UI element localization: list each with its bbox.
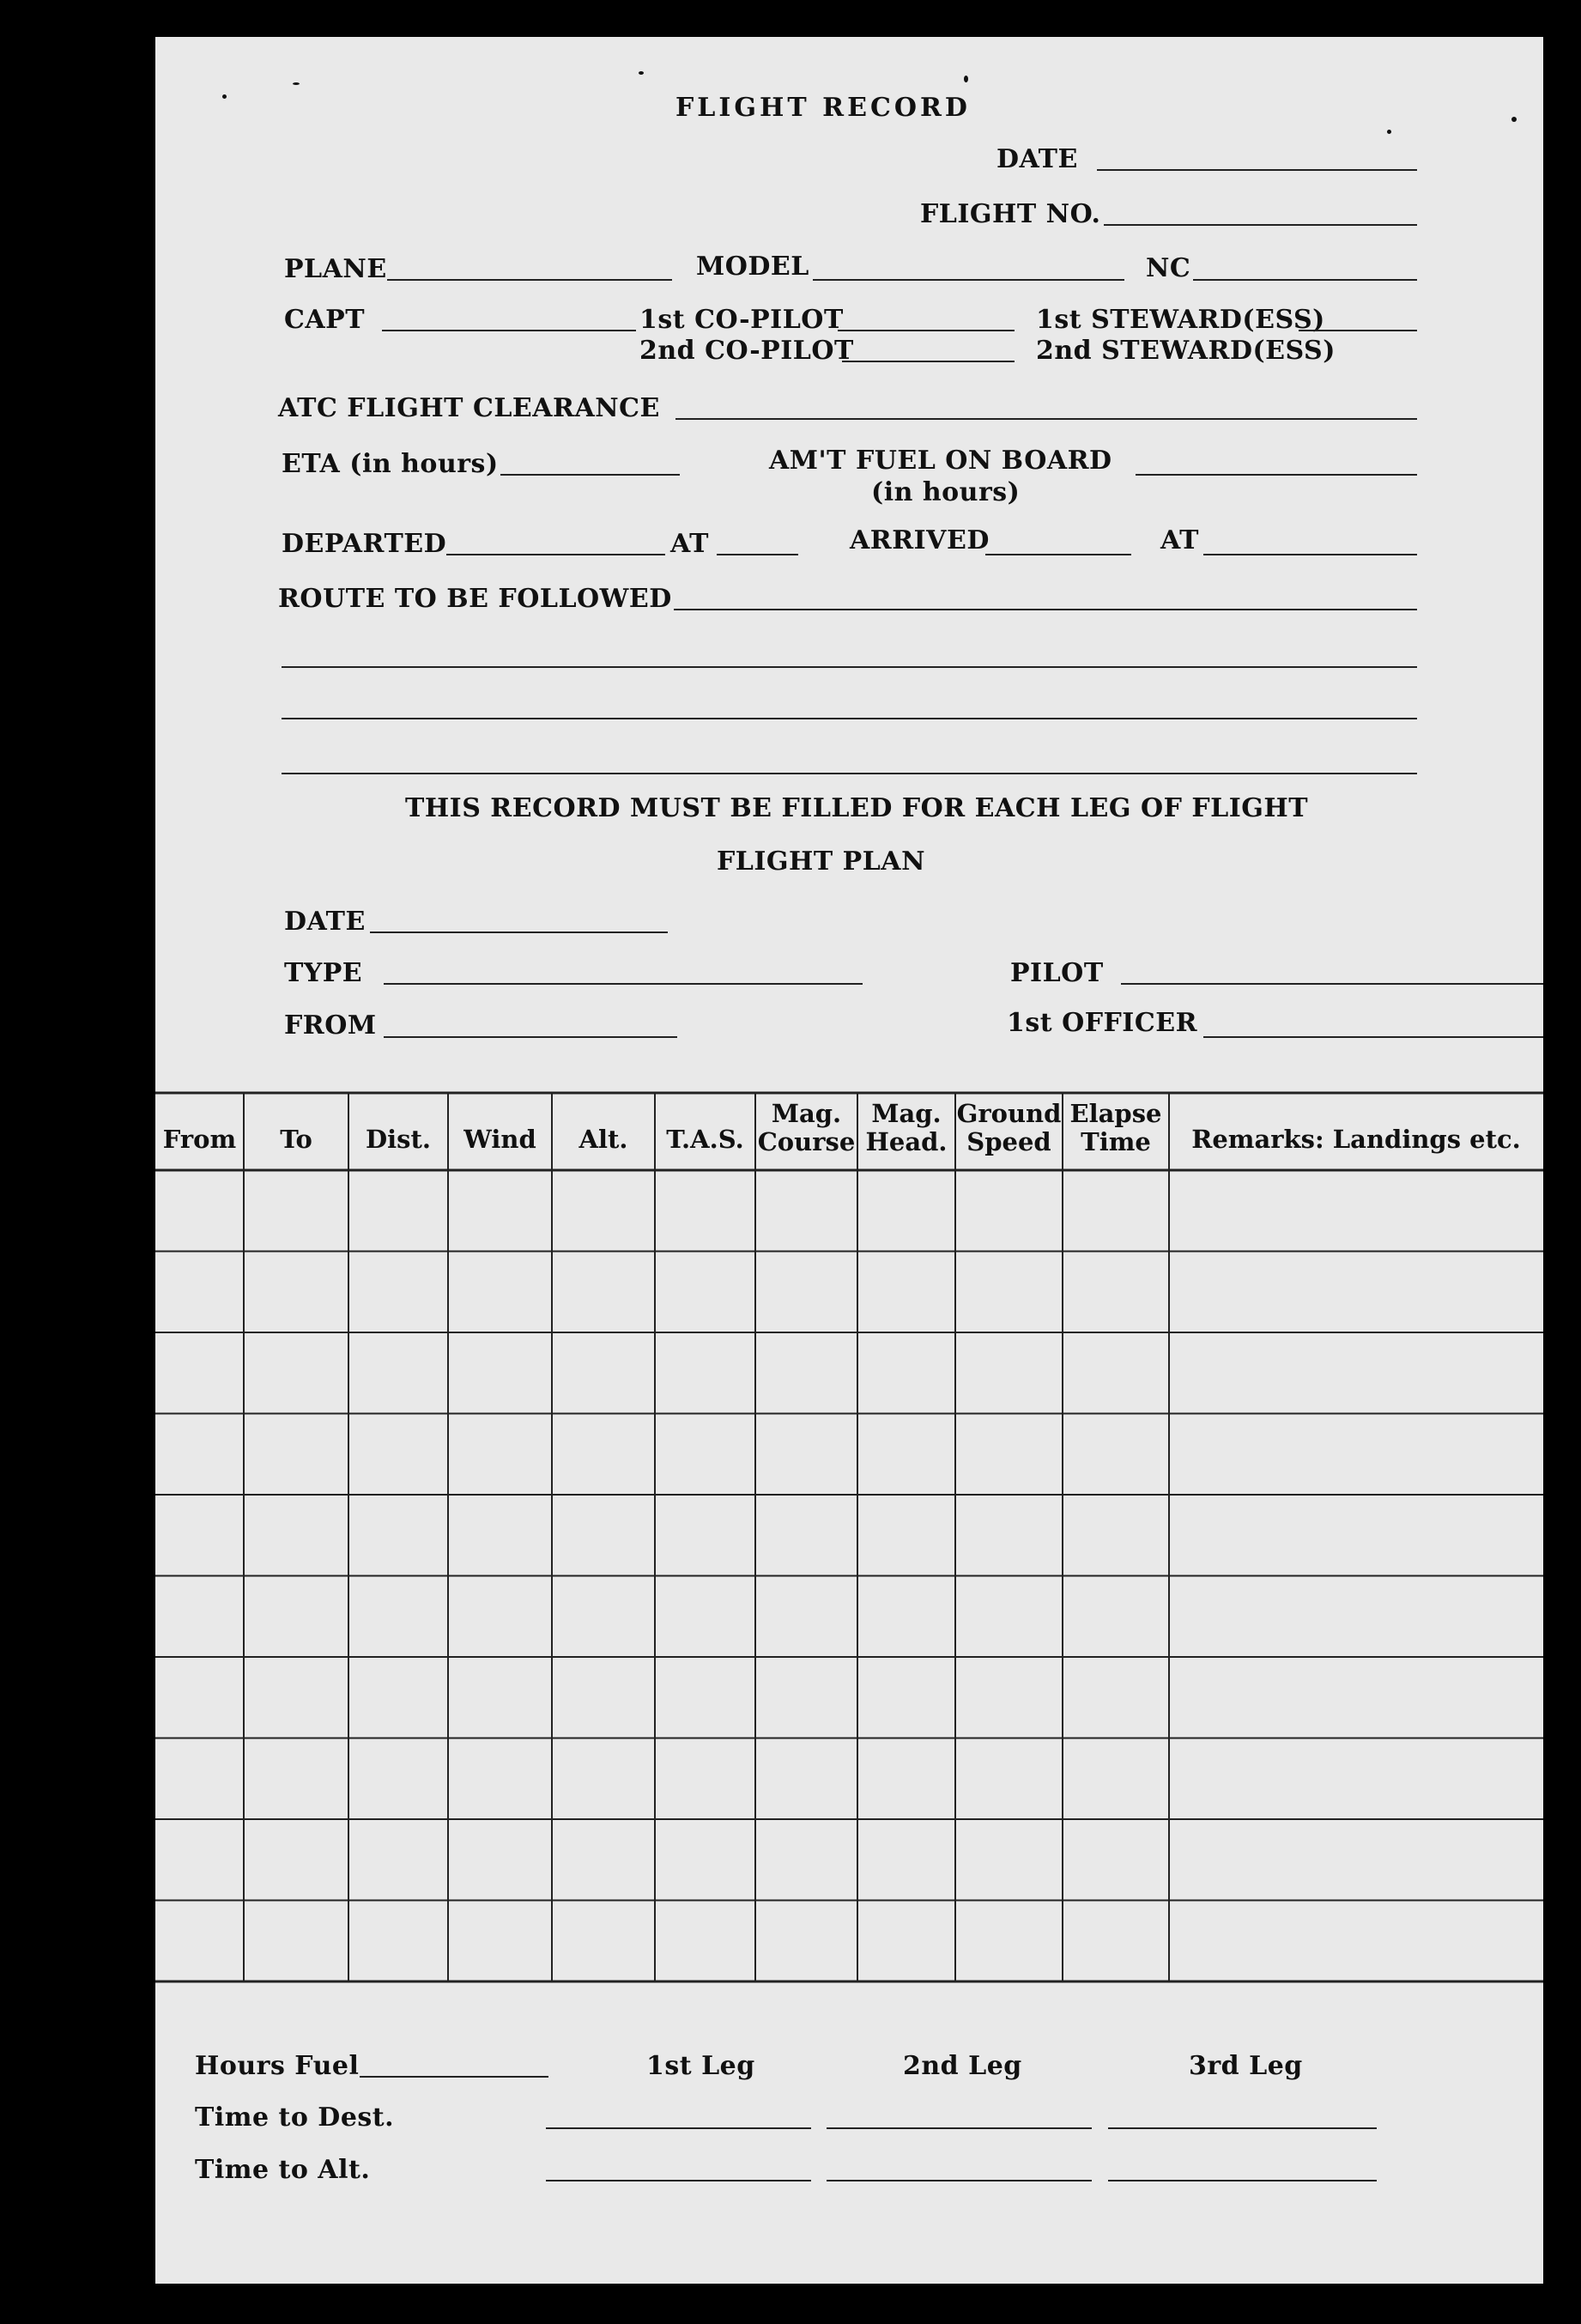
table-cell[interactable] xyxy=(655,1495,755,1576)
hours-fuel-line[interactable] xyxy=(360,2076,548,2078)
table-cell[interactable] xyxy=(655,1170,755,1252)
table-cell[interactable] xyxy=(1063,1332,1169,1414)
table-cell[interactable] xyxy=(244,1170,348,1252)
table-cell[interactable] xyxy=(1169,1819,1543,1901)
leg-3-label: 3rd Leg xyxy=(1189,2051,1303,2081)
table-cell[interactable] xyxy=(348,1901,448,1982)
table-cell[interactable] xyxy=(448,1495,552,1576)
table-cell[interactable] xyxy=(155,1819,244,1901)
table-cell[interactable] xyxy=(244,1332,348,1414)
table-cell[interactable] xyxy=(1063,1901,1169,1982)
table-cell[interactable] xyxy=(448,1576,552,1658)
model-label: MODEL xyxy=(696,252,809,282)
table-cell[interactable] xyxy=(857,1657,955,1738)
table-cell[interactable] xyxy=(655,1738,755,1820)
table-cell[interactable] xyxy=(244,1414,348,1496)
dest-leg-2-line[interactable] xyxy=(827,2127,1092,2129)
table-cell[interactable] xyxy=(348,1576,448,1658)
table-header-cell: Mag. Head. xyxy=(865,1099,948,1157)
date-label: DATE xyxy=(996,144,1078,174)
nc-label: NC xyxy=(1146,253,1191,283)
table-cell[interactable] xyxy=(155,1414,244,1496)
table-cell[interactable] xyxy=(244,1901,348,1982)
table-cell[interactable] xyxy=(857,1332,955,1414)
table-cell[interactable] xyxy=(955,1819,1063,1901)
flight-record-form xyxy=(155,37,1543,2284)
table-cell[interactable] xyxy=(552,1170,655,1252)
table-cell[interactable] xyxy=(955,1657,1063,1738)
table-cell[interactable] xyxy=(155,1495,244,1576)
table-cell[interactable] xyxy=(955,1414,1063,1496)
table-cell[interactable] xyxy=(1169,1414,1543,1496)
table-cell[interactable] xyxy=(348,1819,448,1901)
table-header-cell: T.A.S. xyxy=(666,1125,744,1154)
table-cell[interactable] xyxy=(155,1576,244,1658)
table-cell[interactable] xyxy=(1169,1495,1543,1576)
table-cell[interactable] xyxy=(1169,1657,1543,1738)
plan-date-label: DATE xyxy=(284,907,366,937)
table-cell[interactable] xyxy=(755,1252,857,1333)
speck xyxy=(964,76,968,82)
table-cell[interactable] xyxy=(155,1170,244,1252)
table-cell[interactable] xyxy=(155,1738,244,1820)
table-cell[interactable] xyxy=(955,1576,1063,1658)
notice-text: THIS RECORD MUST BE FILLED FOR EACH LEG OF FLIGHT xyxy=(405,793,1309,823)
plane-label: PLANE xyxy=(284,254,387,284)
table-cell[interactable] xyxy=(448,1170,552,1252)
table-header-cell: Wind xyxy=(463,1125,536,1154)
table-header-cell: Alt. xyxy=(578,1125,628,1154)
table-cell[interactable] xyxy=(955,1901,1063,1982)
table-cell[interactable] xyxy=(1063,1738,1169,1820)
table-cell[interactable] xyxy=(1169,1252,1543,1333)
alt-leg-3-line[interactable] xyxy=(1108,2180,1377,2181)
table-cell[interactable] xyxy=(448,1738,552,1820)
arrived-at-label: AT xyxy=(1160,525,1199,555)
table-cell[interactable] xyxy=(1063,1252,1169,1333)
table-cell[interactable] xyxy=(552,1819,655,1901)
table-cell[interactable] xyxy=(348,1495,448,1576)
atc-clearance-label: ATC FLIGHT CLEARANCE xyxy=(278,393,660,423)
table-cell[interactable] xyxy=(348,1332,448,1414)
table-cell[interactable] xyxy=(244,1495,348,1576)
table-cell[interactable] xyxy=(155,1901,244,1982)
table-cell[interactable] xyxy=(755,1332,857,1414)
table-cell[interactable] xyxy=(857,1252,955,1333)
co-pilot-2-label: 2nd CO-PILOT xyxy=(639,336,854,366)
form-title: FLIGHT RECORD xyxy=(675,93,971,123)
fuel-label: AM'T FUEL ON BOARD xyxy=(769,446,1112,476)
table-cell[interactable] xyxy=(1063,1170,1169,1252)
plan-from-label: FROM xyxy=(284,1010,377,1041)
table-cell[interactable] xyxy=(655,1252,755,1333)
table-cell[interactable] xyxy=(448,1657,552,1738)
departed-label: DEPARTED xyxy=(282,529,447,559)
table-cell[interactable] xyxy=(955,1738,1063,1820)
flight-no-label: FLIGHT NO. xyxy=(920,199,1101,229)
table-cell[interactable] xyxy=(552,1738,655,1820)
steward-2-label: 2nd STEWARD(ESS) xyxy=(1036,336,1336,366)
table-cell[interactable] xyxy=(857,1414,955,1496)
table-cell[interactable] xyxy=(1063,1819,1169,1901)
table-header-cell: To xyxy=(280,1125,312,1154)
plan-officer-label: 1st OFFICER xyxy=(1007,1008,1198,1038)
table-cell[interactable] xyxy=(655,1819,755,1901)
table-cell[interactable] xyxy=(857,1738,955,1820)
table-cell[interactable] xyxy=(552,1252,655,1333)
table-cell[interactable] xyxy=(755,1901,857,1982)
steward-1-label: 1st STEWARD(ESS) xyxy=(1036,305,1325,335)
table-cell[interactable] xyxy=(857,1819,955,1901)
table-cell[interactable] xyxy=(552,1414,655,1496)
speck xyxy=(1387,130,1391,134)
table-cell[interactable] xyxy=(348,1170,448,1252)
table-cell[interactable] xyxy=(655,1901,755,1982)
table-cell[interactable] xyxy=(1169,1170,1543,1252)
table-header-cell: Mag. Course xyxy=(757,1099,856,1157)
table-cell[interactable] xyxy=(955,1170,1063,1252)
table-cell[interactable] xyxy=(655,1657,755,1738)
table-cell[interactable] xyxy=(348,1414,448,1496)
table-cell[interactable] xyxy=(448,1332,552,1414)
leg-2-label: 2nd Leg xyxy=(903,2051,1022,2081)
fuel-sub-label: (in hours) xyxy=(871,477,1021,507)
leg-1-label: 1st Leg xyxy=(646,2051,755,2081)
table-cell[interactable] xyxy=(448,1819,552,1901)
table-cell[interactable] xyxy=(955,1495,1063,1576)
table-cell[interactable] xyxy=(1063,1657,1169,1738)
table-header-cell: Elapse Time xyxy=(1069,1099,1162,1157)
table-header-cell: Dist. xyxy=(366,1125,431,1154)
alt-leg-1-line[interactable] xyxy=(546,2180,811,2181)
plan-type-label: TYPE xyxy=(284,958,363,988)
speck xyxy=(293,82,300,85)
table-cell[interactable] xyxy=(244,1657,348,1738)
table-cell[interactable] xyxy=(244,1576,348,1658)
table-header-cell: From xyxy=(162,1125,237,1154)
table-cell[interactable] xyxy=(348,1738,448,1820)
table-header-cell: Remarks: Landings etc. xyxy=(1191,1125,1521,1154)
speck xyxy=(639,71,644,75)
table-cell[interactable] xyxy=(244,1252,348,1333)
table-cell[interactable] xyxy=(1063,1414,1169,1496)
speck xyxy=(1511,117,1517,122)
dest-leg-1-line[interactable] xyxy=(546,2127,811,2129)
table-cell[interactable] xyxy=(755,1657,857,1738)
table-cell[interactable] xyxy=(857,1495,955,1576)
table-cell[interactable] xyxy=(755,1819,857,1901)
capt-label: CAPT xyxy=(284,305,366,335)
table-cell[interactable] xyxy=(755,1170,857,1252)
table-cell[interactable] xyxy=(955,1252,1063,1333)
table-cell[interactable] xyxy=(1169,1576,1543,1658)
departed-at-label: AT xyxy=(670,529,709,559)
table-cell[interactable] xyxy=(244,1819,348,1901)
arrived-label: ARRIVED xyxy=(850,525,990,555)
time-to-alt-label: Time to Alt. xyxy=(195,2155,371,2185)
table-cell[interactable] xyxy=(552,1657,655,1738)
table-cell[interactable] xyxy=(348,1657,448,1738)
time-to-dest-label: Time to Dest. xyxy=(195,2103,395,2133)
table-cell[interactable] xyxy=(1169,1332,1543,1414)
table-cell[interactable] xyxy=(448,1414,552,1496)
co-pilot-1-label: 1st CO-PILOT xyxy=(639,305,844,335)
table-header-cell: Ground Speed xyxy=(956,1099,1062,1157)
table-cell[interactable] xyxy=(448,1252,552,1333)
table-cell[interactable] xyxy=(857,1901,955,1982)
table-cell[interactable] xyxy=(755,1414,857,1496)
dest-leg-3-line[interactable] xyxy=(1108,2127,1377,2129)
flight-plan-title: FLIGHT PLAN xyxy=(717,846,926,877)
table-cell[interactable] xyxy=(857,1576,955,1658)
table-cell[interactable] xyxy=(755,1495,857,1576)
table-cell[interactable] xyxy=(655,1332,755,1414)
table-cell[interactable] xyxy=(552,1495,655,1576)
table-cell[interactable] xyxy=(955,1332,1063,1414)
table-cell[interactable] xyxy=(552,1332,655,1414)
route-label: ROUTE TO BE FOLLOWED xyxy=(278,584,672,614)
plan-pilot-label: PILOT xyxy=(1010,958,1104,988)
table-cell[interactable] xyxy=(552,1901,655,1982)
table-cell[interactable] xyxy=(755,1576,857,1658)
table-cell[interactable] xyxy=(348,1252,448,1333)
alt-leg-2-line[interactable] xyxy=(827,2180,1092,2181)
hours-fuel-label: Hours Fuel xyxy=(195,2051,360,2081)
table-cell[interactable] xyxy=(448,1901,552,1982)
table-cell[interactable] xyxy=(244,1738,348,1820)
table-cell[interactable] xyxy=(1063,1495,1169,1576)
table-cell[interactable] xyxy=(155,1332,244,1414)
table-cell[interactable] xyxy=(1169,1901,1543,1982)
speck xyxy=(222,94,227,99)
table-cell[interactable] xyxy=(1169,1738,1543,1820)
table-cell[interactable] xyxy=(155,1657,244,1738)
table-cell[interactable] xyxy=(755,1738,857,1820)
table-cell[interactable] xyxy=(155,1252,244,1333)
table-cell[interactable] xyxy=(857,1170,955,1252)
table-cell[interactable] xyxy=(655,1414,755,1496)
eta-label: ETA (in hours) xyxy=(282,449,499,479)
table-cell[interactable] xyxy=(1063,1576,1169,1658)
table-cell[interactable] xyxy=(552,1576,655,1658)
table-cell[interactable] xyxy=(655,1576,755,1658)
